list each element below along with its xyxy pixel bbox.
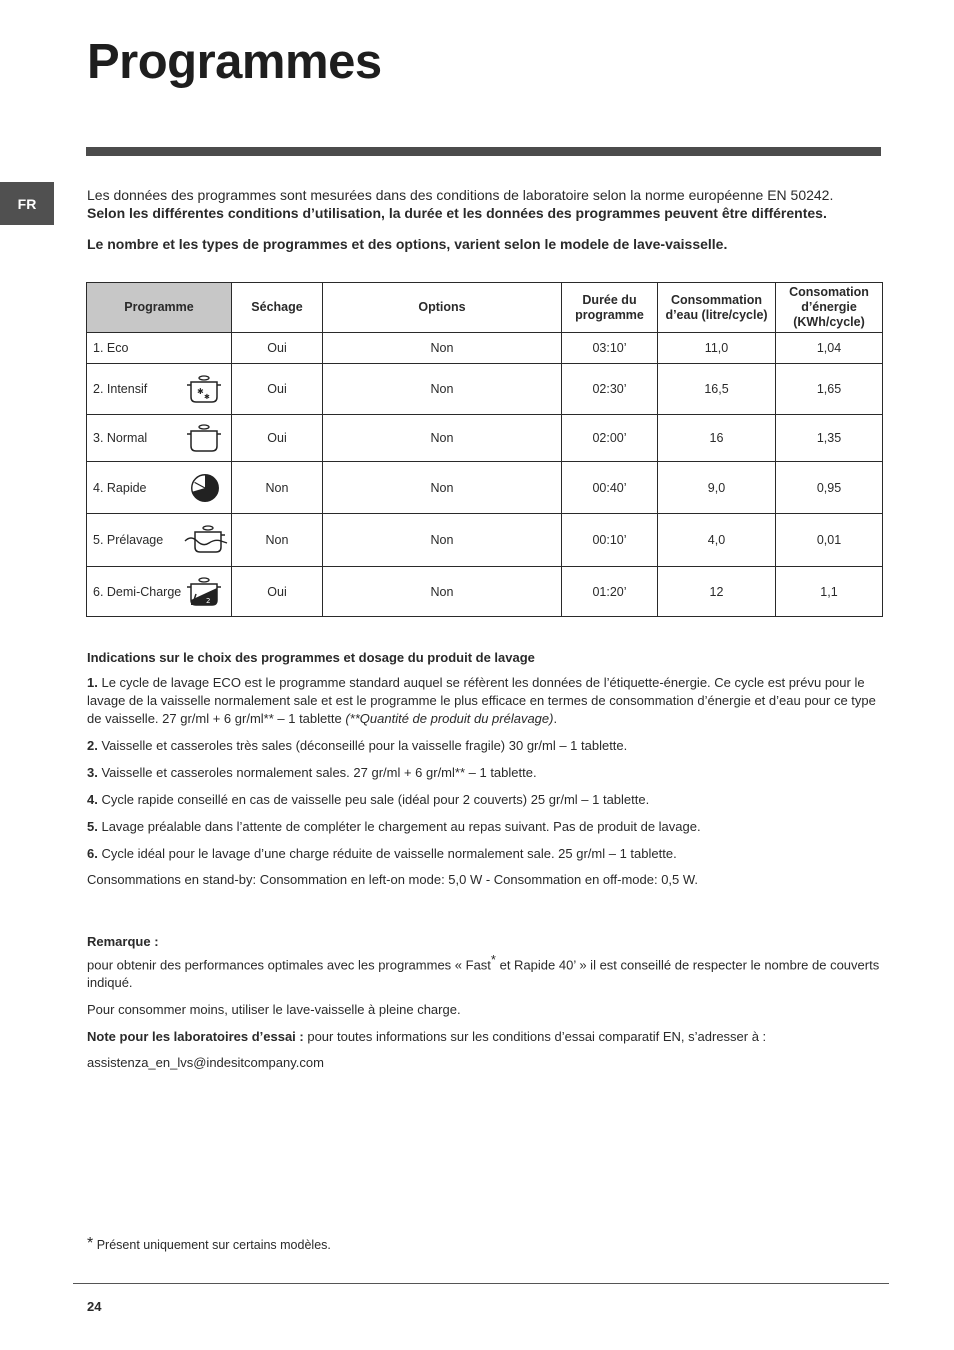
programmes-table xyxy=(86,282,883,617)
options-cell: Non xyxy=(323,364,562,415)
page-number: 24 xyxy=(87,1299,102,1314)
indication-item: 6. Cycle idéal pour le lavage d’une charge réduite de vaisselle normalement sale. 25 gr/ml – 1 tablette. xyxy=(87,846,677,861)
energie-cell: 1,65 xyxy=(776,364,883,415)
standby-consumption: Consommations en stand-by: Consommation en left-on mode: 5,0 W - Consommation en off-mode: 0,5 W. xyxy=(87,872,699,887)
sechage-cell: Oui xyxy=(232,364,323,415)
language-tab: FR xyxy=(0,182,54,225)
col-header-programme: Programme xyxy=(87,283,232,333)
header-rule xyxy=(86,147,881,156)
rapid-clock-icon xyxy=(187,470,223,506)
programme-name: 6. Demi-Charge xyxy=(93,584,182,599)
eau-cell: 12 xyxy=(658,567,776,617)
svg-text:✱: ✱ xyxy=(197,387,204,396)
eau-cell: 16 xyxy=(658,415,776,462)
prewash-pot-icon xyxy=(184,524,228,556)
lab-note: Note pour les laboratoires d’essai : pour toutes informations sur les conditions d’essai comparatif EN, s’adresser à : xyxy=(87,1029,767,1045)
page-title: Programmes xyxy=(87,35,382,89)
table-row xyxy=(87,364,883,415)
sechage-cell: Non xyxy=(232,462,323,514)
svg-text:2: 2 xyxy=(206,596,211,605)
eau-cell: 9,0 xyxy=(658,462,776,514)
options-cell: Non xyxy=(323,415,562,462)
intro-line-2: Selon les différentes conditions d’utilisation, la durée et les données des programmes peuvent être différentes. xyxy=(87,205,827,221)
col-header-sechage: Séchage xyxy=(232,283,323,333)
duree-cell: 02:30’ xyxy=(562,364,658,415)
col-header-eau: Consommation d’eau (litre/cycle) xyxy=(658,283,776,333)
footnote xyxy=(87,1235,331,1256)
normal-pot-icon xyxy=(185,422,223,454)
programme-cell xyxy=(87,415,232,462)
eau-cell: 11,0 xyxy=(658,333,776,364)
eau-cell: 4,0 xyxy=(658,514,776,567)
options-cell: Non xyxy=(323,462,562,514)
col-header-duree: Durée du programme xyxy=(562,283,658,333)
table-row xyxy=(87,567,883,617)
programme-name: 2. Intensif xyxy=(93,382,148,396)
options-cell: Non xyxy=(323,333,562,364)
footnote-star: * xyxy=(87,1235,94,1252)
indications-section xyxy=(87,649,883,889)
eau-cell: 16,5 xyxy=(658,364,776,415)
options-cell: Non xyxy=(323,514,562,567)
indication-item: 4. Cycle rapide conseillé en cas de vaisselle peu sale (idéal pour 2 couverts) 25 gr/ml – 1 tablette. xyxy=(87,792,650,807)
col-header-options: Options xyxy=(323,283,562,333)
duree-cell: 03:10’ xyxy=(562,333,658,364)
table-row xyxy=(87,333,883,364)
programme-cell xyxy=(87,364,232,415)
table-row xyxy=(87,514,883,567)
energie-cell: 1,1 xyxy=(776,567,883,617)
programme-cell xyxy=(87,462,232,514)
col-header-energie: Consomation d’énergie (KWh/cycle) xyxy=(776,283,883,333)
energie-cell: 1,35 xyxy=(776,415,883,462)
duree-cell: 01:20’ xyxy=(562,567,658,617)
indication-item: 5. Lavage préalable dans l’attente de compléter le chargement au repas suivant. Pas de produit de lavage. xyxy=(87,819,701,834)
indication-item: 1. Le cycle de lavage ECO est le programme standard auquel se réfèrent les données de l’étiquette-énergie. Ce cycle est prévu pour le lavage de la vaisselle normalement sale et est le programme le plus efficace en termes de consommation d’énergie et d’eau pour ce type de vaisselle. 27 gr/ml + 6 gr/ml** – 1 tablette (**Quantité de produit du prélavage). xyxy=(87,675,876,726)
programme-name: 4. Rapide xyxy=(93,480,147,495)
sechage-cell: Non xyxy=(232,514,323,567)
footer-rule xyxy=(73,1283,889,1284)
energie-cell: 0,95 xyxy=(776,462,883,514)
footnote-text: Présent uniquement sur certains modèles. xyxy=(96,1238,331,1252)
intro-line-3: Le nombre et les types de programmes et des options, varient selon le modele de lave-vaisselle. xyxy=(87,236,728,252)
sechage-cell: Oui xyxy=(232,415,323,462)
sechage-cell: Oui xyxy=(232,567,323,617)
intensive-pot-icon xyxy=(185,373,223,405)
intro-block xyxy=(87,186,887,253)
remarque-section xyxy=(87,933,883,1072)
sechage-cell: Oui xyxy=(232,333,323,364)
table-row xyxy=(87,462,883,514)
remarque-heading: Remarque : xyxy=(87,934,159,949)
remarque-text: pour obtenir des performances optimales avec les programmes « Fast* et Rapide 40’ » il est conseillé de respecter le nombre de couverts indiqué. xyxy=(87,952,880,991)
save-tip: Pour consommer moins, utiliser le lave-vaisselle à pleine charge. xyxy=(87,1002,461,1018)
svg-text:✱: ✱ xyxy=(204,393,210,401)
indications-heading: Indications sur le choix des programmes et dosage du produit de lavage xyxy=(87,650,535,665)
programme-cell xyxy=(87,514,232,567)
contact-email: assistenza_en_lvs@indesitcompany.com xyxy=(87,1055,324,1071)
programme-name: 3. Normal xyxy=(93,431,148,445)
energie-cell: 0,01 xyxy=(776,514,883,567)
programme-name: 5. Prélavage xyxy=(93,533,164,547)
indication-item: 2. Vaisselle et casseroles très sales (déconseillé pour la vaisselle fragile) 30 gr/ml – 1 tablette. xyxy=(87,738,628,753)
programme-name: 1. Eco xyxy=(87,333,232,364)
table-row xyxy=(87,415,883,462)
energie-cell: 1,04 xyxy=(776,333,883,364)
duree-cell: 00:10’ xyxy=(562,514,658,567)
half-load-pot-icon xyxy=(185,576,223,608)
table-header-row xyxy=(87,283,883,333)
indication-item: 3. Vaisselle et casseroles normalement sales. 27 gr/ml + 6 gr/ml** – 1 tablette. xyxy=(87,765,537,780)
intro-line-1: Les données des programmes sont mesurées dans des conditions de laboratoire selon la norme européenne EN 50242. xyxy=(87,187,834,203)
duree-cell: 02:00’ xyxy=(562,415,658,462)
programme-cell xyxy=(87,567,232,617)
options-cell: Non xyxy=(323,567,562,617)
duree-cell: 00:40’ xyxy=(562,462,658,514)
